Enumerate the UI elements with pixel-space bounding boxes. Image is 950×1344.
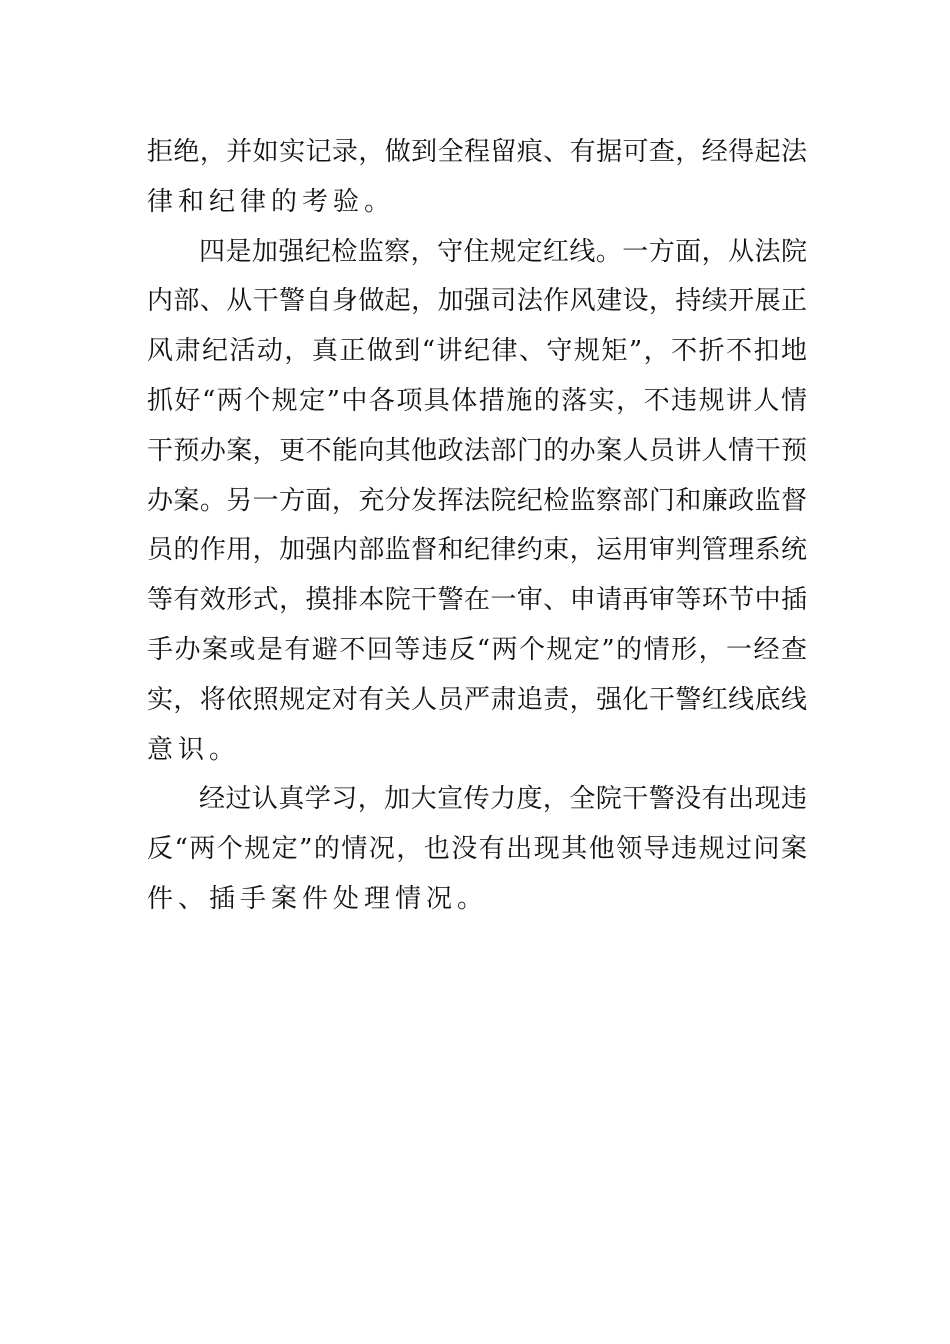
text-line: 件、插手案件处理情况。 bbox=[147, 883, 489, 914]
text-line: 内部、从干警自身做起，加强司法作风建设，持续开展正 bbox=[147, 286, 807, 317]
text-line: 员的作用，加强内部监督和纪律约束，运用审判管理系统 bbox=[147, 535, 807, 566]
paragraph-3 bbox=[147, 775, 807, 924]
text-line: 风肃纪活动，真正做到“讲纪律、守规矩”，不折不扣地 bbox=[147, 336, 807, 367]
text-line: 手办案或是有避不回等违反“两个规定”的情形，一经查 bbox=[147, 634, 807, 665]
text-line: 反“两个规定”的情况，也没有出现其他领导违规过问案 bbox=[147, 834, 807, 865]
text-line: 律和纪律的考验。 bbox=[147, 186, 396, 217]
text-line: 实，将依照规定对有关人员严肃追责，强化干警红线底线 bbox=[147, 684, 807, 715]
paragraph-2 bbox=[147, 228, 807, 776]
text-line: 干预办案，更不能向其他政法部门的办案人员讲人情干预 bbox=[147, 435, 807, 466]
text-line: 办案。另一方面，充分发挥法院纪检监察部门和廉政监督 bbox=[147, 485, 807, 516]
document-body bbox=[147, 128, 807, 925]
text-line: 等有效形式，摸排本院干警在一审、申请再审等环节中插 bbox=[147, 585, 807, 616]
text-line: 拒绝，并如实记录，做到全程留痕、有据可查，经得起法 bbox=[147, 137, 807, 167]
text-line: 抓好“两个规定”中各项具体措施的落实，不违规讲人情 bbox=[147, 385, 807, 416]
text-line: 意识。 bbox=[147, 734, 241, 765]
text-line: 经过认真学习，加大宣传力度，全院干警没有出现违 bbox=[199, 784, 807, 815]
paragraph-1 bbox=[147, 128, 807, 228]
text-line: 四是加强纪检监察，守住规定红线。一方面，从法院 bbox=[199, 236, 807, 267]
